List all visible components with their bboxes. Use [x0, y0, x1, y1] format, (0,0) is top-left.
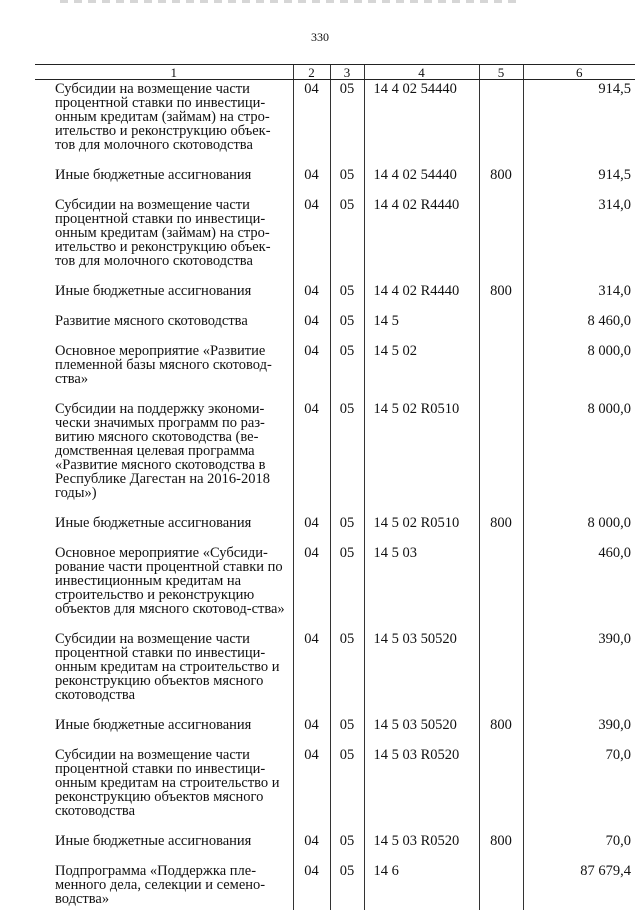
row-section: 04: [293, 400, 330, 514]
row-subsection: 05: [330, 196, 364, 282]
row-expense-type: [479, 630, 523, 716]
row-subsection: 05: [330, 282, 364, 312]
row-target-code: 14 5: [364, 312, 479, 342]
row-subsection: 05: [330, 630, 364, 716]
row-expense-type: [479, 196, 523, 282]
table-header: [35, 65, 635, 80]
row-target-code: 14 5 02 R0510: [364, 514, 479, 544]
table-row: [35, 544, 635, 630]
row-section: 04: [293, 544, 330, 630]
row-target-code: 14 4 02 R4440: [364, 282, 479, 312]
table-row: [35, 746, 635, 832]
row-section: 04: [293, 166, 330, 196]
row-amount: 390,0: [523, 716, 635, 746]
row-subsection: 05: [330, 832, 364, 862]
row-target-code: 14 5 03 50520: [364, 716, 479, 746]
row-subsection: 05: [330, 166, 364, 196]
row-amount: 914,5: [523, 80, 635, 167]
row-name: Подпрограмма «Поддержка пле-менного дела, селекции и семено-водства»: [55, 863, 266, 907]
row-target-code: 14 5 03 50520: [364, 630, 479, 716]
table-row: [35, 832, 635, 862]
row-name: Субсидии на возмещение части процентной ставки по инвестици-онным кредитам на строительство и реконструкцию объектов мясного скотоводства: [55, 631, 280, 703]
row-subsection: 05: [330, 544, 364, 630]
row-expense-type: [479, 746, 523, 832]
header-col-3: 3: [330, 65, 364, 80]
row-amount: 8 000,0: [523, 514, 635, 544]
row-subsection: 05: [330, 862, 364, 910]
table-row: [35, 514, 635, 544]
row-target-code: 14 5 03 R0520: [364, 746, 479, 832]
row-amount: 70,0: [523, 832, 635, 862]
row-section: 04: [293, 80, 330, 167]
table-row: [35, 282, 635, 312]
table-row: [35, 862, 635, 910]
row-amount: 914,5: [523, 166, 635, 196]
row-target-code: 14 5 02 R0510: [364, 400, 479, 514]
row-section: 04: [293, 196, 330, 282]
row-section: 04: [293, 342, 330, 400]
table-row: [35, 630, 635, 716]
row-expense-type: [479, 80, 523, 167]
row-target-code: 14 4 02 54440: [364, 166, 479, 196]
header-col-5: 5: [479, 65, 523, 80]
row-section: 04: [293, 282, 330, 312]
row-expense-type: 800: [479, 832, 523, 862]
row-amount: 8 000,0: [523, 400, 635, 514]
row-expense-type: [479, 400, 523, 514]
row-target-code: 14 5 02: [364, 342, 479, 400]
row-expense-type: 800: [479, 514, 523, 544]
header-row: [35, 65, 635, 80]
table-row: [35, 312, 635, 342]
header-col-1: 1: [35, 65, 293, 80]
scan-artifact: [60, 0, 520, 3]
row-subsection: 05: [330, 716, 364, 746]
row-amount: 87 679,4: [523, 862, 635, 910]
row-subsection: 05: [330, 746, 364, 832]
header-col-2: 2: [293, 65, 330, 80]
row-amount: 390,0: [523, 630, 635, 716]
row-subsection: 05: [330, 342, 364, 400]
row-section: 04: [293, 832, 330, 862]
row-name: Субсидии на возмещение части процентной ставки по инвестици-онным кредитам на строительство и реконструкцию объектов мясного скотоводства: [55, 747, 280, 819]
row-target-code: 14 4 02 54440: [364, 80, 479, 167]
row-amount: 70,0: [523, 746, 635, 832]
row-name: Субсидии на возмещение части процентной ставки по инвестици-онным кредитам (займам) на стро-ительство и реконструкцию объек-тов для молочного скотоводства: [55, 197, 271, 269]
row-section: 04: [293, 716, 330, 746]
row-name: Иные бюджетные ассигнования: [55, 515, 252, 531]
row-amount: 314,0: [523, 196, 635, 282]
row-expense-type: 800: [479, 166, 523, 196]
row-name: Иные бюджетные ассигнования: [55, 833, 252, 849]
row-section: 04: [293, 630, 330, 716]
row-expense-type: [479, 312, 523, 342]
row-expense-type: [479, 544, 523, 630]
table-row: [35, 80, 635, 167]
row-expense-type: 800: [479, 282, 523, 312]
row-name: Развитие мясного скотоводства: [55, 313, 248, 329]
row-subsection: 05: [330, 400, 364, 514]
row-target-code: 14 4 02 R4440: [364, 196, 479, 282]
row-name: Иные бюджетные ассигнования: [55, 283, 252, 299]
table-row: [35, 166, 635, 196]
header-col-6: 6: [523, 65, 635, 80]
row-expense-type: [479, 342, 523, 400]
table-row: [35, 196, 635, 282]
header-col-4: 4: [364, 65, 479, 80]
row-amount: 460,0: [523, 544, 635, 630]
row-expense-type: [479, 862, 523, 910]
row-name: Субсидии на поддержку экономи-чески значимых программ по раз-витию мясного скотоводства (ве-домственная целевая программа «Развитие мясного скотоводства в Республике Дагестан на 2016-2018 годы»): [55, 401, 270, 501]
row-target-code: 14 5 03: [364, 544, 479, 630]
row-section: 04: [293, 862, 330, 910]
page-number: 330: [311, 30, 329, 44]
row-subsection: 05: [330, 312, 364, 342]
row-target-code: 14 5 03 R0520: [364, 832, 479, 862]
row-subsection: 05: [330, 80, 364, 167]
row-expense-type: 800: [479, 716, 523, 746]
row-target-code: 14 6: [364, 862, 479, 910]
row-section: 04: [293, 514, 330, 544]
table-row: [35, 716, 635, 746]
budget-table: [35, 64, 635, 910]
row-amount: 8 000,0: [523, 342, 635, 400]
row-section: 04: [293, 312, 330, 342]
table-row: [35, 400, 635, 514]
row-amount: 8 460,0: [523, 312, 635, 342]
row-name: Иные бюджетные ассигнования: [55, 717, 252, 733]
row-name: Основное мероприятие «Развитие племенной базы мясного скотовод-ства»: [55, 343, 272, 387]
row-name: Иные бюджетные ассигнования: [55, 167, 252, 183]
row-name: Основное мероприятие «Субсиди-рование части процентной ставки по инвестиционным кредитам на строительство и реконструкцию объектов для мясного скотовод-ства»: [55, 545, 285, 617]
row-name: Субсидии на возмещение части процентной ставки по инвестици-онным кредитам (займам) на стро-ительство и реконструкцию объек-тов для молочного скотоводства: [55, 81, 271, 153]
table-row: [35, 342, 635, 400]
row-amount: 314,0: [523, 282, 635, 312]
row-section: 04: [293, 746, 330, 832]
row-subsection: 05: [330, 514, 364, 544]
